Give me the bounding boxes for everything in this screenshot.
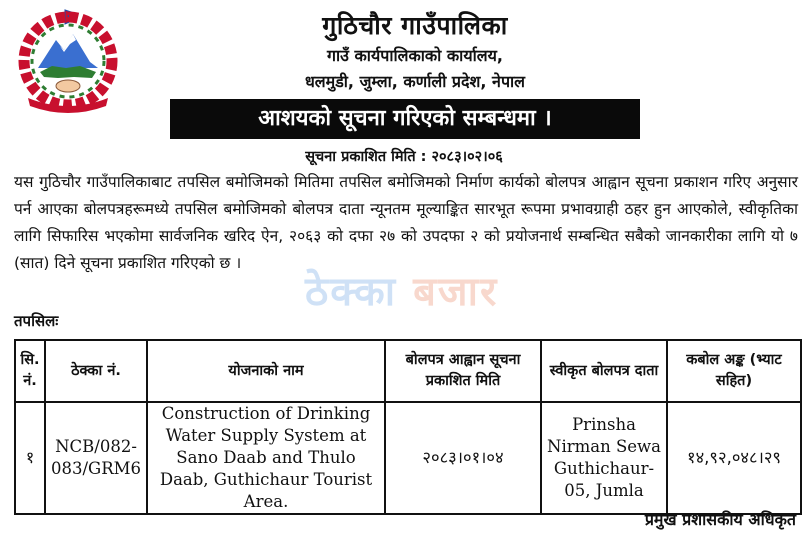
cell-contract-no: NCB/082-083/GRM6: [45, 402, 147, 514]
notice-body: यस गुठिचौर गाउँपालिकाबाट तपसिल बमोजिमको मितिमा तपसिल बमोजिमको निर्माण कार्यको बोलपत्र आह्वान सूचना प्रकाशन गरिए अनुसार पर्न आएका बोलपत्रहरूमध्ये तपसिल बमोजिमको बोलपत्र दाता न्यूनतम मूल्याङ्कित सारभूत रूपमा प्रभावग्राही ठहर हुन आएकोले, स्वीकृतिका लागि सिफारिस भएकोमा सार्वजनिक खरिद ऐन, २०६३ को दफा २७ को उपदफा २ को प्रयोजनार्थ सम्बन्धित सबैको जानकारीका लागि यो ७ (सात) दिने सूचना प्रकाशित गरिएको छ ।: [14, 173, 798, 272]
watermark-part-2: बजार: [413, 269, 499, 315]
table-row: [15, 402, 801, 514]
header-sn: सि. नं.: [15, 340, 45, 402]
cell-amount: १४,९२,०४८।२९: [667, 402, 801, 514]
published-date: सूचना प्रकाशित मिति : २०८३।०२।०६: [305, 149, 503, 165]
table-header-row: [15, 340, 801, 402]
nepal-emblem-icon: [18, 6, 118, 114]
office-subtitle: गाउँ कार्यपालिकाको कार्यालय,: [327, 46, 503, 65]
tapasil-label: तपसिलः: [14, 312, 59, 330]
watermark-part-1: ठेक्का: [305, 269, 398, 315]
header-bidder: स्वीकृत बोलपत्र दाता: [541, 340, 667, 402]
notice-heading-banner: आशयको सूचना गरिएको सम्बन्धमा ।: [170, 99, 640, 139]
cell-bidder: Prinsha Nirman Sewa Guthichaur-05, Jumla: [541, 402, 667, 514]
watermark: [305, 262, 498, 317]
office-address: धलमुडी, जुम्ला, कर्णाली प्रदेश, नेपाल: [304, 72, 526, 91]
header-notice-date: बोलपत्र आह्वान सूचना प्रकाशित मिति: [385, 340, 541, 402]
office-title: गुठिचौर गाउँपालिका: [322, 11, 508, 40]
cell-notice-date: २०८३।०१।०४: [385, 402, 541, 514]
contract-table: [14, 339, 802, 515]
header-contract-no: ठेक्का नं.: [45, 340, 147, 402]
cell-project-name: Construction of Drinking Water Supply System at Sano Daab and Thulo Daab, Guthichaur Tourist Area.: [147, 402, 385, 514]
header-amount: कबोल अङ्क (भ्याट सहित): [667, 340, 801, 402]
header-project-name: योजनाको नाम: [147, 340, 385, 402]
signatory: प्रमुख प्रशासकीय अधिकृत: [644, 510, 796, 529]
cell-sn: १: [15, 402, 45, 514]
